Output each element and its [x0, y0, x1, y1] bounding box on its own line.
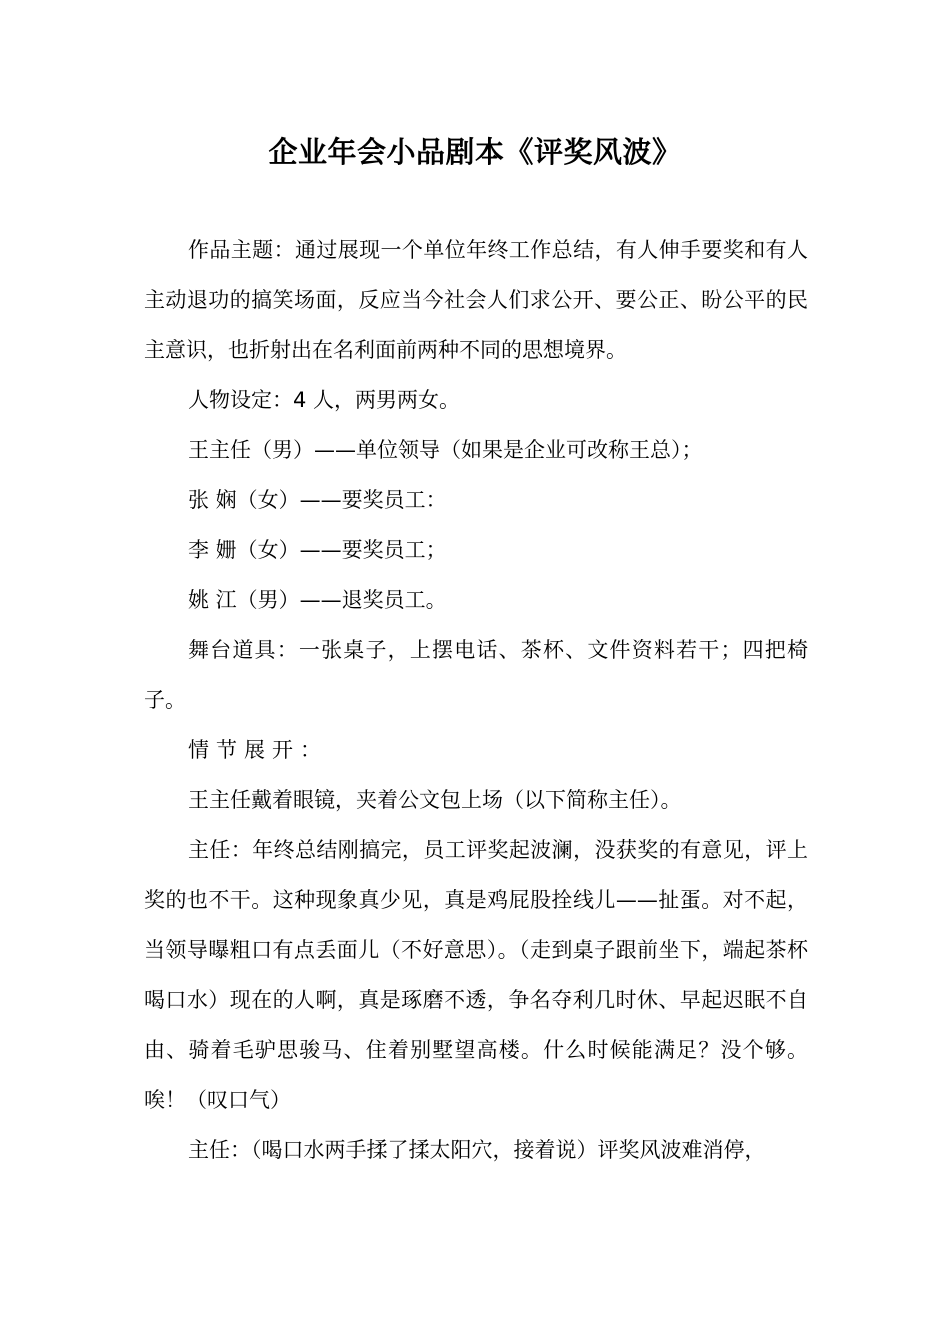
paragraph-character-zhang: 张 娴（女）——要奖员工：: [188, 488, 447, 512]
document-title: 企业年会小品剧本《评奖风波》: [268, 135, 682, 169]
paragraph-character-li: 李 姗（女）——要奖员工；: [188, 538, 447, 562]
document-body: [144, 225, 808, 1175]
paragraph-theme: 作品主题：通过展现一个单位年终工作总结，有人伸手要奖和有人主动退功的搞笑场面，反应当今社会人们求公开、要公正、盼公平的民主意识，也折射出在名利面前两种不同的思想境界。: [144, 238, 808, 362]
paragraph-plot-heading: 情节展开：: [188, 738, 328, 762]
paragraph-character-wang: 王主任（男）——单位领导（如果是企业可改称王总）；: [188, 438, 703, 462]
paragraph-characters: 人物设定：4 人，两男两女。: [188, 388, 461, 412]
paragraph-director-continued: 主任：（喝口水两手揉了揉太阳穴，接着说）评奖风波难消停，: [188, 1138, 766, 1162]
paragraph-entrance: 王主任戴着眼镜，夹着公文包上场（以下简称主任）。: [188, 788, 682, 812]
paragraph-props: 舞台道具：一张桌子，上摆电话、茶杯、文件资料若干；四把椅子。: [144, 638, 808, 712]
paragraph-character-yao: 姚 江（男）——退奖员工。: [188, 588, 447, 612]
paragraph-director-monologue: 主任：年终总结刚搞完，员工评奖起波澜，没获奖的有意见，评上奖的也不干。这种现象真少见，真是鸡屁股拴线儿——扯蛋。对不起，当领导曝粗口有点丢面儿（不好意思）。（走到桌子跟前坐下，端起茶杯喝口水）现在的人啊，真是琢磨不透，争名夺利几时休、早起迟眠不自由、骑着毛驴思骏马、住着别墅望高楼。什么时候能满足？没个够。唉！（叹口气）: [144, 838, 808, 1112]
